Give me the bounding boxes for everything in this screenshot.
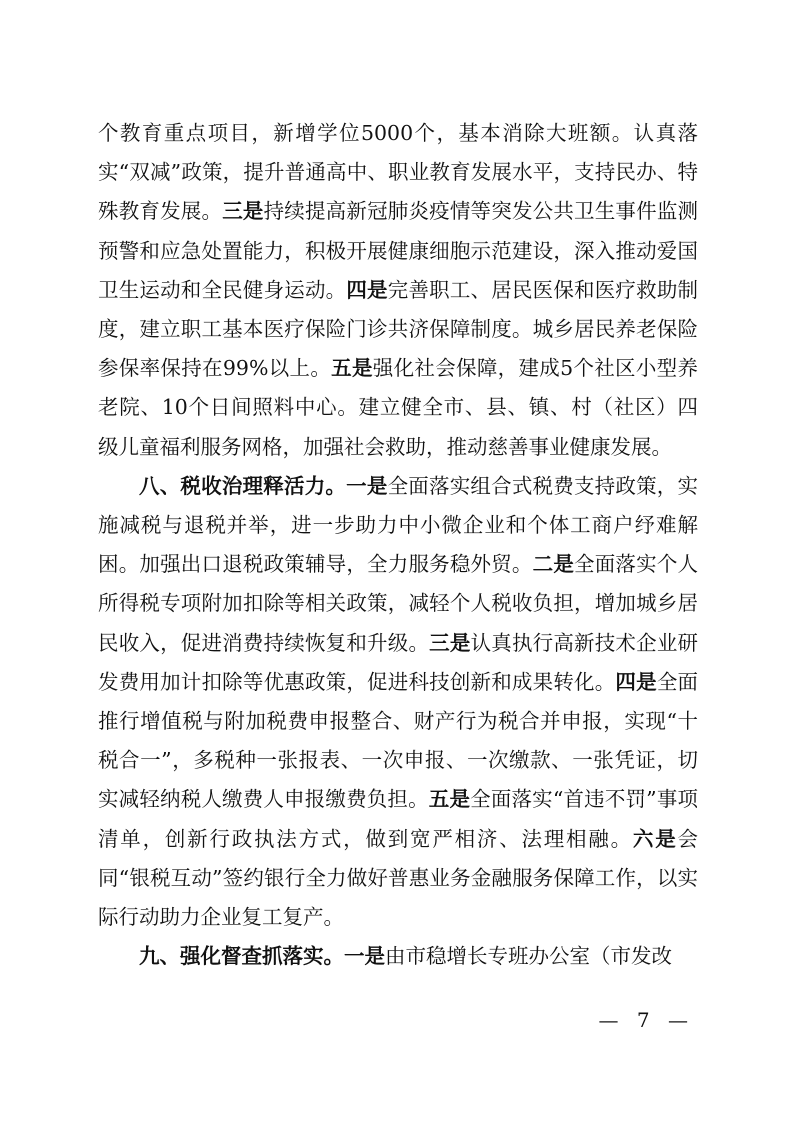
bold-run: 五是 bbox=[428, 787, 471, 812]
document-body bbox=[98, 114, 698, 976]
text-run: 全面落实个人所得税专项附加扣除等相关政策，减轻个人税收负担，增加城乡居民收入，促进消费持续恢复和升级。 bbox=[98, 552, 699, 655]
bold-run: 九、强化督查抓落实。 bbox=[139, 944, 344, 969]
text-run: 由市稳增长专班办公室（市发改 bbox=[385, 944, 672, 969]
text-run: 完善职工、居民医保和医疗救助制度，建立职工基本医疗保险门诊共济保障制度。城乡居民养老保险参保率保持在99%以上。 bbox=[98, 277, 699, 381]
bold-run: 三是 bbox=[222, 199, 264, 224]
bold-run: 五是 bbox=[331, 356, 373, 381]
text-run: 全面落实“首违不罚”事项清单，创新行政执法方式，做到宽严相济、法理相融。 bbox=[98, 787, 699, 851]
bold-run: 一是 bbox=[346, 473, 388, 498]
text-run: 全面推行增值税与附加税费申报整合、财产行为税合并申报，实现“十税合一”，多税种一张报表、一次申报、一次缴款、一张凭证，切实减轻纳税人缴费人申报缴费负担。 bbox=[98, 669, 699, 812]
text-run: 认真执行高新技术企业研发费用加计扣除等优惠政策，促进科技创新和成果转化。 bbox=[98, 630, 699, 694]
text-run: 强化社会保障，建成5个社区小型养老院、10个日间照料中心。建立健全市、县、镇、村（社区）四级儿童福利服务网格，加强社会救助，推动慈善事业健康发展。 bbox=[98, 356, 698, 459]
paragraph bbox=[98, 467, 698, 937]
text-run: 个教育重点项目，新增学位5000个，基本消除大班额。认真落实“双减”政策，提升普通高中、职业教育发展水平，支持民办、特殊教育发展。 bbox=[98, 121, 698, 224]
bold-run: 八、税收治理释活力。 bbox=[139, 473, 347, 498]
text-run: 持续提高新冠肺炎疫情等突发公共卫生事件监测预警和应急处置能力，积极开展健康细胞示范建设，深入推动爱国卫生运动和全民健身运动。 bbox=[98, 199, 699, 302]
paragraph bbox=[98, 937, 698, 976]
bold-run: 一是 bbox=[344, 944, 385, 969]
bold-run: 四是 bbox=[615, 669, 657, 694]
paragraph bbox=[98, 114, 698, 467]
text-run: 会同“银税互动”签约银行全力做好普惠业务金融服务保障工作，以实际行动助力企业复工复产。 bbox=[98, 826, 698, 930]
text-run: 全面落实组合式税费支持政策，实施减税与退税并举，进一步助力中小微企业和个体工商户纾难解困。加强出口退税政策辅导，全力服务稳外贸。 bbox=[98, 473, 699, 577]
bold-run: 二是 bbox=[532, 552, 575, 577]
bold-run: 六是 bbox=[632, 826, 678, 851]
page-number: — 7 — bbox=[598, 1008, 694, 1032]
bold-run: 三是 bbox=[429, 630, 471, 655]
bold-run: 四是 bbox=[346, 277, 388, 302]
